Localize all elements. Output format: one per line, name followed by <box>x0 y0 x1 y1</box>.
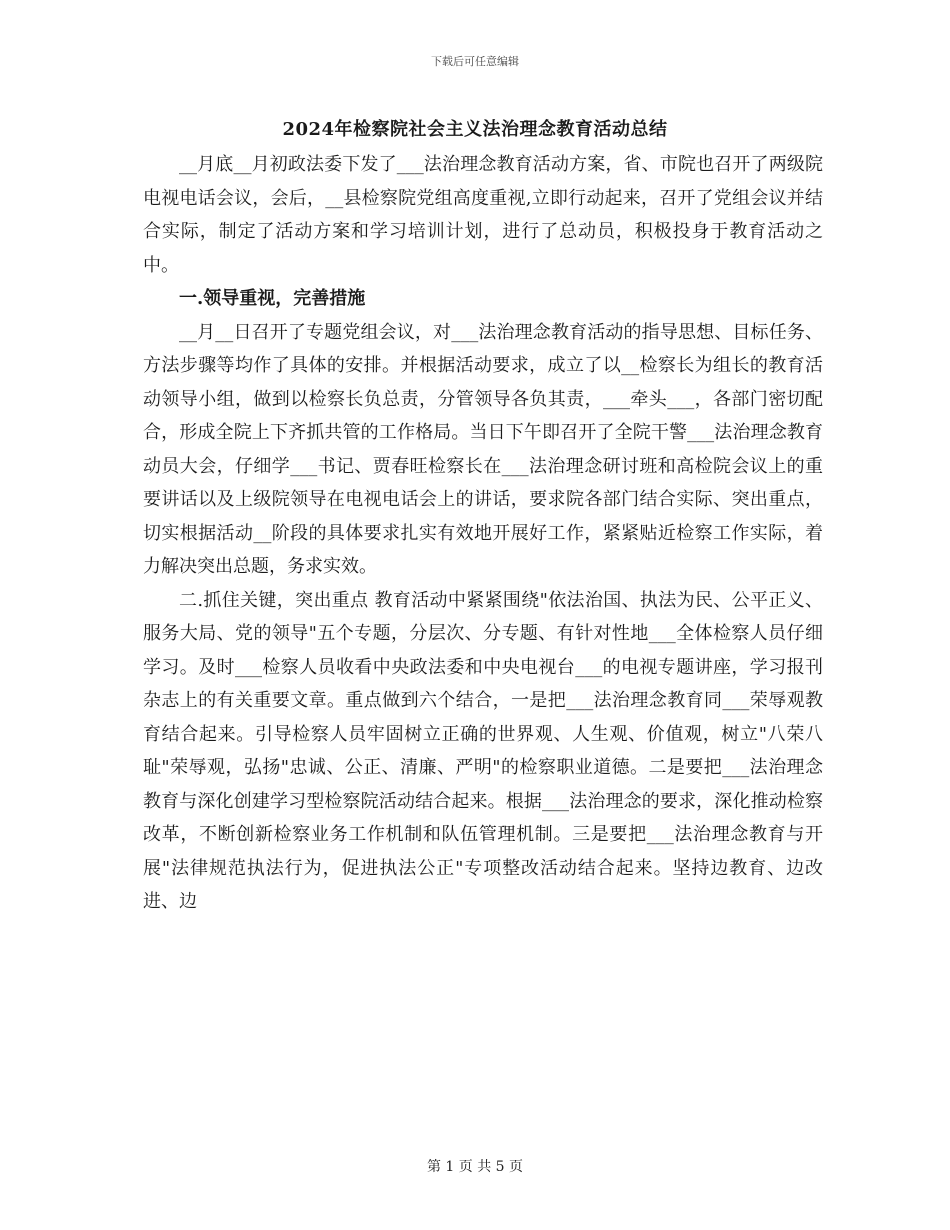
document-body <box>143 148 823 919</box>
page-number-footer: 第 1 页 共 5 页 <box>426 1159 524 1175</box>
paragraph-section-2: 二.抓住关键，突出重点 教育活动中紧紧围绕"依法治国、执法为民、公平正义、服务大局、党的领导"五个专题，分层次、分专题、有针对性地___全体检察人员仔细学习。及时___检察人员收看中央政法委和中央电视台___的电视专题讲座，学习报刊杂志上的有关重要文章。重点做到六个结合，一是把___法治理念教育同___荣辱观教育结合起来。引导检察人员牢固树立正确的世界观、人生观、价值观，树立"八荣八耻"荣辱观，弘扬"忠诚、公正、清廉、严明"的检察职业道德。二是要把___法治理念教育与深化创建学习型检察院活动结合起来。根据___法治理念的要求，深化推动检察改革，不断创新检察业务工作机制和队伍管理机制。三是要把___法治理念教育与开展"法律规范执法行为，促进执法公正"专项整改活动结合起来。坚持边教育、边改进、边 <box>143 589 823 912</box>
paragraph-intro: __月底__月初政法委下发了___法治理念教育活动方案，省、市院也召开了两级院电视电话会议，会后，__县检察院党组高度重视,立即行动起来，召开了党组会议并结合实际，制定了活动方案和学习培训计划，进行了总动员，积极投身于教育活动之中。 <box>143 154 823 276</box>
document-title: 2024年检察院社会主义法治理念教育活动总结 <box>282 119 668 140</box>
section-heading-1: 一.领导重视，完善措施 <box>179 288 366 309</box>
paragraph-section-1: __月__日召开了专题党组会议，对___法治理念教育活动的指导思想、目标任务、方法步骤等均作了具体的安排。并根据活动要求，成立了以__检察长为组长的教育活动领导小组，做到以检察长负总责，分管领导各负其责，___牵头___，各部门密切配合，形成全院上下齐抓共管的工作格局。当日下午即召开了全院干警___法治理念教育动员大会，仔细学___书记、贾春旺检察长在___法治理念研讨班和高检院会议上的重要讲话以及上级院领导在电视电话会上的讲话，要求院各部门结合实际、突出重点，切实根据活动__阶段的具体要求扎实有效地开展好工作，紧紧贴近检察工作实际，着力解决突出总题，务求实效。 <box>143 321 823 577</box>
header-note: 下载后可任意编辑 <box>431 55 519 68</box>
